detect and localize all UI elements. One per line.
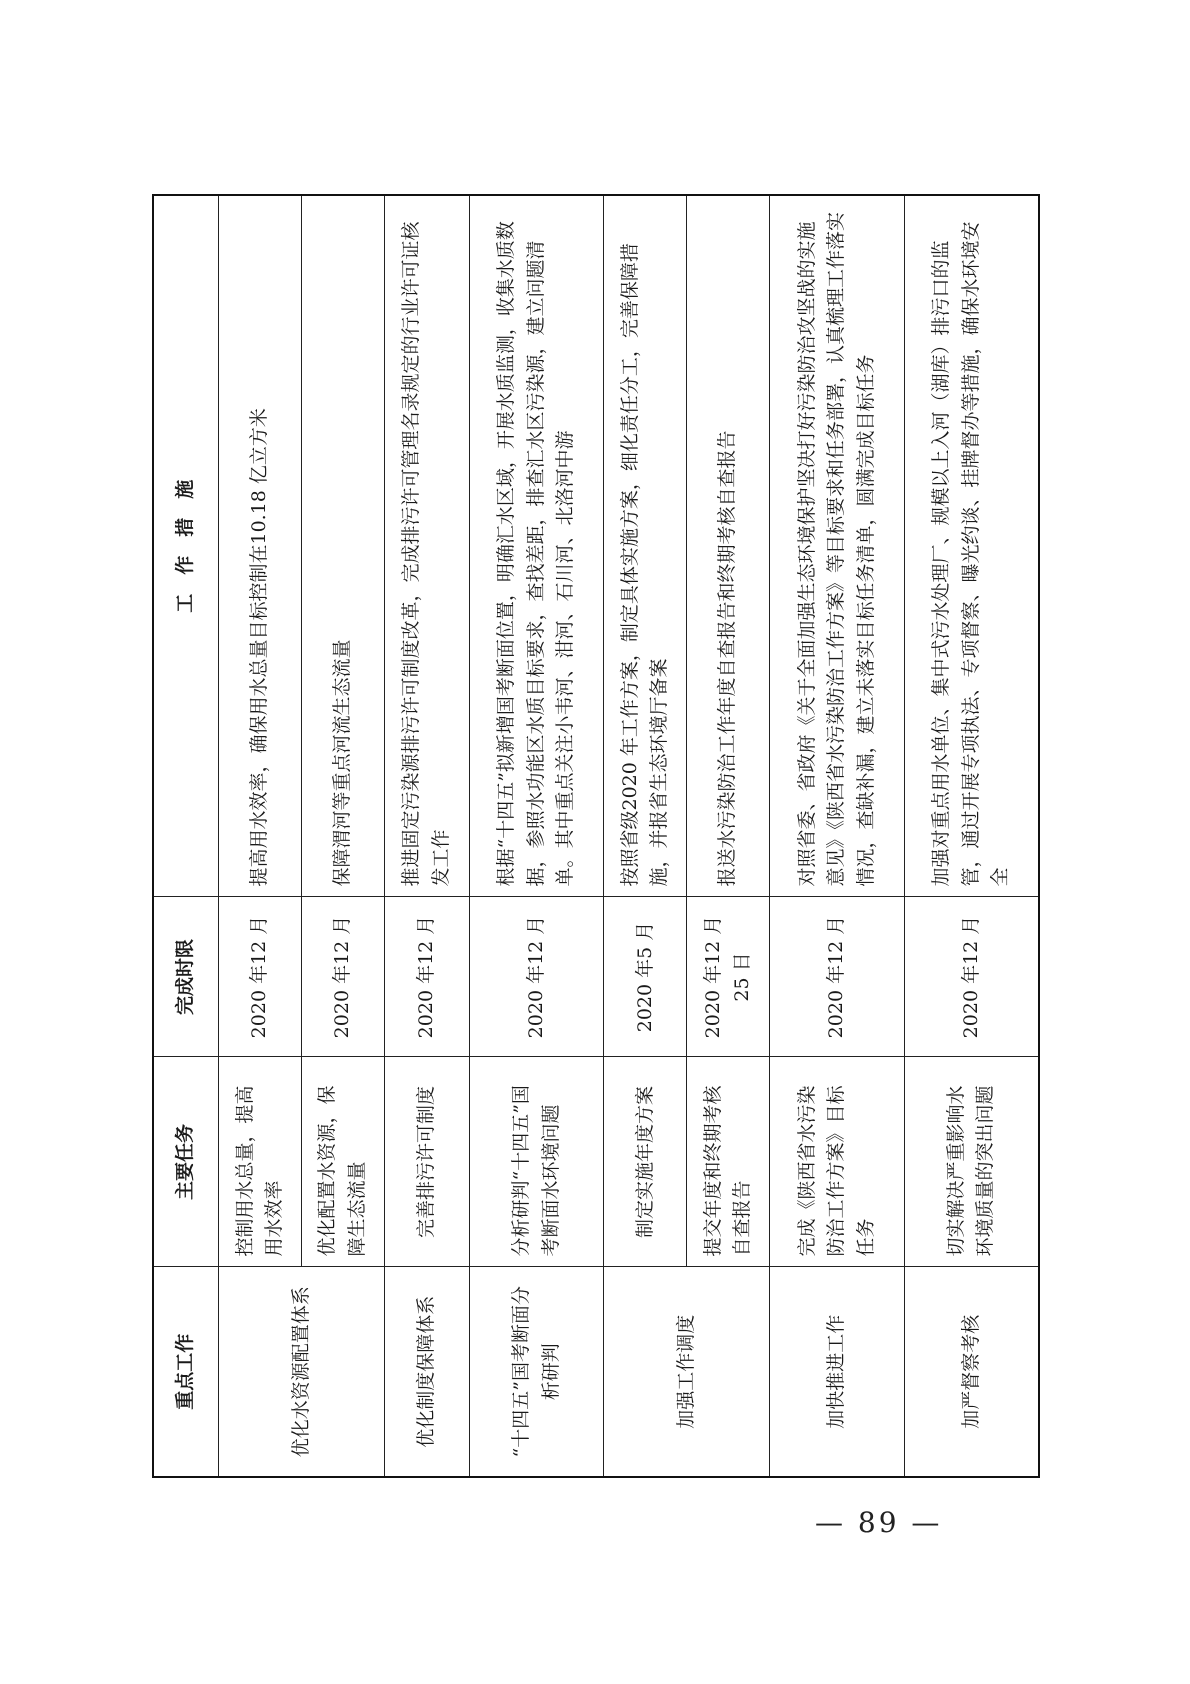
key-work-cell: 优化水资源配置体系 <box>219 1267 385 1477</box>
deadline-cell: 2020 年5 月 <box>604 897 687 1057</box>
header-key-work: 重点工作 <box>153 1267 219 1477</box>
table-row <box>770 195 905 1477</box>
task-cell: 优化配置水资源，保障生态流量 <box>301 1057 384 1267</box>
measures-cell: 对照省委、省政府《关于全面加强生态环境保护坚决打好污染防治攻坚战的实施意见》《陕西省水污染防治工作方案》等目标要求和任务部署，认真梳理工作落实情况，查缺补漏，建立未落实目标任务清单，圆满完成目标任务 <box>770 195 905 897</box>
task-cell: 切实解决严重影响水环境质量的突出问题 <box>904 1057 1039 1267</box>
header-deadline: 完成时限 <box>153 897 219 1057</box>
deadline-cell: 2020 年12 月25 日 <box>687 897 770 1057</box>
header-measures: 工 作 措 施 <box>153 195 219 897</box>
header-main-task: 主要任务 <box>153 1057 219 1267</box>
measures-cell: 根据“十四五”拟新增国考断面位置，明确汇水区域，开展水质监测，收集水质数据，参照水功能区水质目标要求，查找差距，排查汇水区污染源，建立问题清单。其中重点关注小韦河、泔河、石川河、北洛河中游 <box>469 195 604 897</box>
key-work-cell: 加快推进工作 <box>770 1267 905 1477</box>
task-cell: 提交年度和终期考核自查报告 <box>687 1057 770 1267</box>
rotated-table-frame <box>152 196 1040 1478</box>
deadline-cell: 2020 年12 月 <box>469 897 604 1057</box>
measures-cell: 按照省级2020 年工作方案，制定具体实施方案，细化责任分工，完善保障措施，并报省生态环境厅备案 <box>604 195 687 897</box>
table-row <box>469 195 604 1477</box>
measures-cell: 保障渭河等重点河流生态流量 <box>301 195 384 897</box>
work-measures-table <box>152 194 1040 1478</box>
key-work-cell: 加强工作调度 <box>604 1267 770 1477</box>
measures-cell: 推进固定污染源排污许可制度改革，完成排污许可管理名录规定的行业许可证核发工作 <box>384 195 469 897</box>
task-cell: 分析研判“十四五”国考断面水环境问题 <box>469 1057 604 1267</box>
task-cell: 控制用水总量，提高用水效率 <box>219 1057 302 1267</box>
table-row <box>384 195 469 1477</box>
measures-cell: 提高用水效率，确保用水总量目标控制在10.18 亿立方米 <box>219 195 302 897</box>
deadline-cell: 2020 年12 月 <box>384 897 469 1057</box>
task-cell: 制定实施年度方案 <box>604 1057 687 1267</box>
table-row <box>219 195 302 1477</box>
table-header-row <box>153 195 219 1477</box>
task-cell: 完成《陕西省水污染防治工作方案》目标任务 <box>770 1057 905 1267</box>
task-cell: 完善排污许可制度 <box>384 1057 469 1267</box>
table-row <box>604 195 687 1477</box>
deadline-cell: 2020 年12 月 <box>770 897 905 1057</box>
page-number: — 89 — <box>815 1506 943 1539</box>
key-work-cell: 加严督察考核 <box>904 1267 1039 1477</box>
table-row <box>904 195 1039 1477</box>
key-work-cell: “十四五”国考断面分析研判 <box>469 1267 604 1477</box>
measures-cell: 报送水污染防治工作年度自查报告和终期考核自查报告 <box>687 195 770 897</box>
deadline-cell: 2020 年12 月 <box>219 897 302 1057</box>
key-work-cell: 优化制度保障体系 <box>384 1267 469 1477</box>
measures-cell: 加强对重点用水单位、集中式污水处理厂、规模以上入河（湖库）排污口的监管，通过开展专项执法、专项督察、曝光约谈、挂牌督办等措施，确保水环境安全 <box>904 195 1039 897</box>
deadline-cell: 2020 年12 月 <box>301 897 384 1057</box>
deadline-cell: 2020 年12 月 <box>904 897 1039 1057</box>
